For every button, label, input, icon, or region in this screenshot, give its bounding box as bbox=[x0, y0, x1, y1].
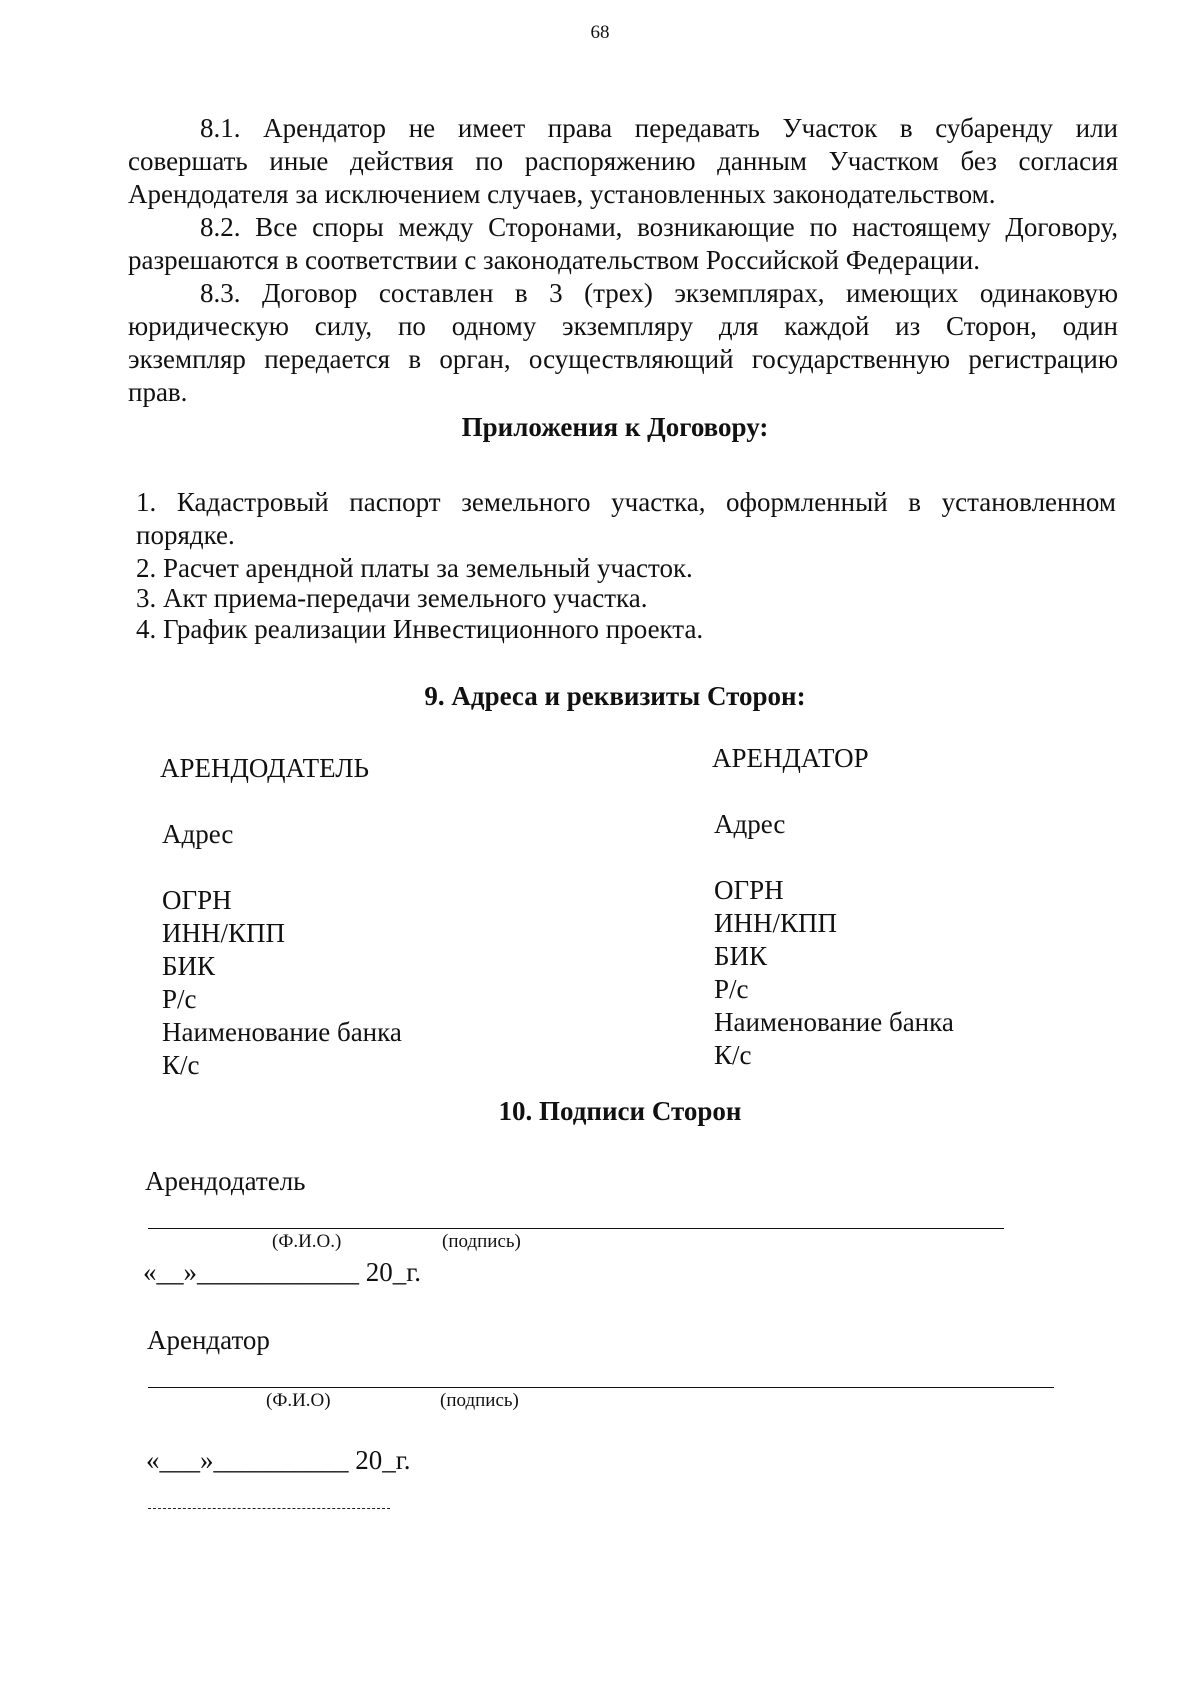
annex-item-3: 3. Акт приема-передачи земельного участка. bbox=[136, 583, 648, 613]
tenant-date-line: «___»__________ 20_г. bbox=[146, 1445, 411, 1475]
clause-8-3-line-1: 8.3. Договор составлен в 3 (трех) экземплярах, имеющих одинаковую bbox=[200, 278, 1118, 308]
clause-8-2 bbox=[128, 211, 1118, 277]
clause-8-3-line-2: юридическую силу, по одному экземпляру для каждой из Сторон, один bbox=[128, 311, 1118, 341]
annex-item-1-line-2: порядке. bbox=[136, 520, 235, 550]
annex-item-4: 4. График реализации Инвестиционного проекта. bbox=[136, 614, 704, 644]
page-number: 68 bbox=[590, 22, 610, 43]
addresses-heading: 9. Адреса и реквизиты Сторон: bbox=[424, 681, 806, 711]
clause-8-3 bbox=[128, 277, 1118, 409]
tenant-address-label: Адрес bbox=[714, 809, 786, 839]
landlord-signature-label: Арендодатель bbox=[145, 1166, 306, 1196]
landlord-address-label: Адрес bbox=[162, 819, 234, 849]
landlord-account-label: Р/с bbox=[162, 984, 197, 1014]
annex-item-1 bbox=[136, 486, 1116, 552]
tenant-signature-line bbox=[148, 1387, 1054, 1388]
tenant-title: АРЕНДАТОР bbox=[712, 743, 869, 773]
clause-8-3-line-4: прав. bbox=[128, 377, 188, 407]
annex-item-2: 2. Расчет арендной платы за земельный участок. bbox=[136, 553, 693, 583]
landlord-date-line: «__»____________ 20_г. bbox=[143, 1257, 422, 1287]
tenant-bik-label: БИК bbox=[714, 941, 768, 971]
tenant-corr-account-label: К/с bbox=[714, 1040, 752, 1070]
landlord-signature-line bbox=[148, 1228, 1004, 1229]
clause-8-1-line-1: 8.1. Арендатор не имеет права передавать Участок в субаренду или bbox=[200, 113, 1118, 143]
landlord-sign-caption: (подпись) bbox=[442, 1231, 521, 1252]
landlord-title: АРЕНДОДАТЕЛЬ bbox=[160, 753, 370, 783]
clause-8-1 bbox=[128, 112, 1118, 211]
landlord-ogrn-label: ОГРН bbox=[162, 885, 232, 915]
landlord-bik-label: БИК bbox=[162, 951, 216, 981]
clause-8-1-line-2: совершать иные действия по распоряжению данным Участком без согласия bbox=[128, 146, 1118, 176]
tenant-inn-kpp-label: ИНН/КПП bbox=[714, 908, 838, 938]
clause-8-2-line-1: 8.2. Все споры между Сторонами, возникающие по настоящему Договору, bbox=[200, 212, 1118, 242]
tenant-account-label: Р/с bbox=[714, 974, 749, 1004]
signatures-heading: 10. Подписи Сторон bbox=[498, 1096, 742, 1126]
annexes-heading: Приложения к Договору: bbox=[461, 412, 769, 442]
dashed-separator bbox=[148, 1508, 390, 1509]
landlord-fio-caption: (Ф.И.О.) bbox=[272, 1231, 342, 1252]
landlord-inn-kpp-label: ИНН/КПП bbox=[162, 918, 286, 948]
landlord-corr-account-label: К/с bbox=[162, 1050, 200, 1080]
tenant-ogrn-label: ОГРН bbox=[714, 875, 784, 905]
tenant-bank-name-label: Наименование банка bbox=[714, 1007, 954, 1037]
annex-item-1-line-1: 1. Кадастровый паспорт земельного участка, оформленный в установленном bbox=[136, 487, 1116, 517]
clause-8-2-line-2: разрешаются в соответствии с законодательством Российской Федерации. bbox=[128, 245, 980, 275]
landlord-bank-name-label: Наименование банка bbox=[162, 1017, 402, 1047]
clause-8-3-line-3: экземпляр передается в орган, осуществляющий государственную регистрацию bbox=[128, 344, 1118, 374]
clause-8-1-line-3: Арендодателя за исключением случаев, установленных законодательством. bbox=[128, 179, 996, 209]
tenant-fio-caption: (Ф.И.О) bbox=[266, 1390, 331, 1411]
tenant-sign-caption: (подпись) bbox=[440, 1390, 519, 1411]
tenant-signature-label: Арендатор bbox=[147, 1325, 270, 1355]
